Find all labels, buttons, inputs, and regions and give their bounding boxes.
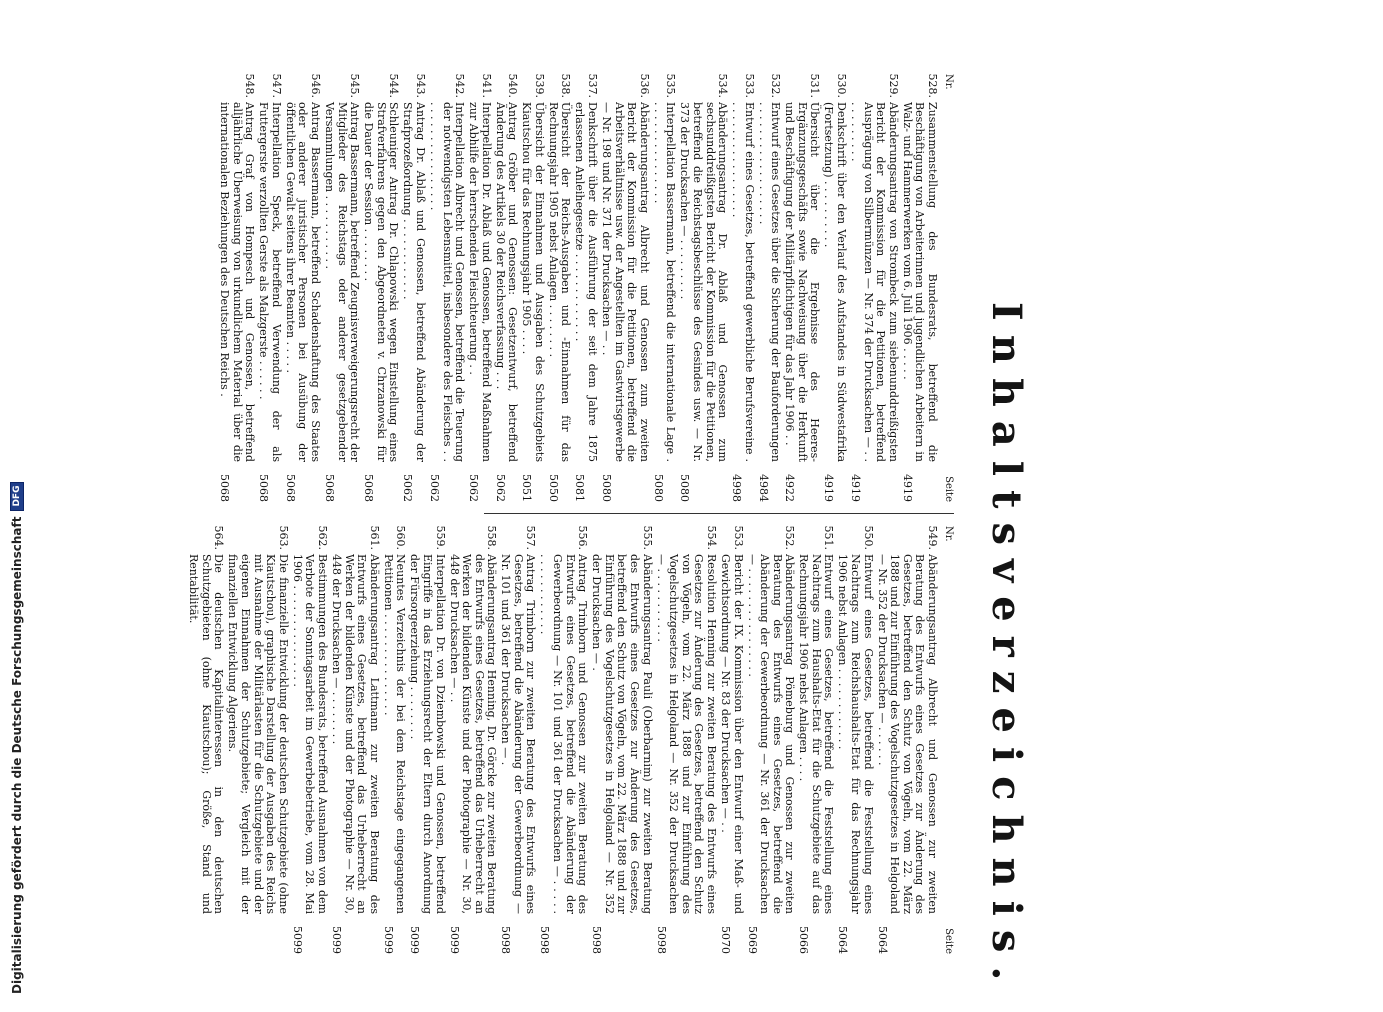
entry-number: 563. [276, 525, 290, 550]
toc-entry [226, 524, 289, 954]
entry-page: 4919 [822, 474, 836, 502]
entry-page: 5098 [590, 926, 604, 954]
toc-entry [573, 72, 598, 502]
toc-entry [797, 524, 835, 954]
toc-entry [408, 524, 446, 954]
entry-text: Abänderungsantrag Pauli (Oberbarnim) zur zweiten Beratung des Entwurfs eines Gesetzes zur Änderung des Gesetzes, betreffend den Schutz von Vögeln, vom 22. März 1888 und zur Einführung des Vogelschutzgesetzes in Helgoland — Nr. 352 der Drucksachen — . [590, 554, 654, 914]
entry-page: 4998 [730, 474, 744, 502]
entry-text: Antrag Bassermann, betreffend Schadenshaftung des Staates oder anderer juristischer Personen bei Ausübung der öffentlichen Gewalt seitens ihrer Beamten . . . . . [283, 102, 323, 462]
entry-page: 4919 [849, 474, 863, 502]
toc-entry [290, 524, 328, 954]
entry-number: 535. [664, 73, 678, 98]
toc-entry [427, 72, 465, 502]
entry-text: Antrag Graf von Hompesch und Genossen, betreffend alljährliche Überweisung von urkundlichem Material über die internationalen Beziehungen des Deutschen Reichs . [218, 102, 257, 462]
entry-text: Abänderungsantrag Pömeburg und Genossen zur zweiten Beratung des Entwurfs eines Gesetzes, betreffend die Abänderung der Gewerbeordnung — Nr. 361 der Drucksachen — . . . . . . . . . . . . . . . . [745, 554, 797, 914]
toc-entry [730, 72, 755, 502]
toc-entry [218, 72, 256, 502]
entry-text: Resolution Henning zur zweiten Beratung des Entwurfs eines Gesetzes zur Änderung des Gesetzes, betreffend den Schutz von Vögeln, vom 22. März 1888 und zur Einführung des Vogelschutzgesetzes in Helgoland — Nr. 352 der Drucksachen — . . . . . . . . . . . [654, 554, 718, 914]
toc-entry [836, 524, 874, 954]
entry-number: 539. [532, 73, 546, 98]
entry-number: 564. [212, 525, 226, 550]
entry-text: Neuntes Verzeichnis der bei dem Reichstage eingegangenen Petitionen . . . . . . . . . . . . . . . [381, 554, 408, 914]
toc-entry [401, 72, 426, 502]
entry-text: Entwurf eines Gesetzes, betreffend die Feststellung eines Nachtrags zum Reichshaushalts-Etat für das Rechnungsjahr 1906 nebst Anlagen . . . . . . . . . . . . [836, 554, 875, 914]
entry-number: 529. [886, 73, 900, 98]
entry-number: 547. [269, 73, 283, 98]
entry-text: Denkschrift über den Verlauf des Aufstandes in Südwestafrika (Fortsetzung) . . . . . . . . . . [822, 102, 849, 462]
entry-number: 548. [243, 73, 257, 98]
entry-page: 5064 [836, 926, 850, 954]
entry-page: 4919 [900, 474, 914, 502]
toc-entry [654, 524, 717, 954]
entry-page: 5069 [745, 926, 759, 954]
entry-text: Übersicht über die Ergebnisse des Heeres-Ergänzungsgeschäfts sowie Nachweisung über die Herkunft und Beschäftigung der Militärpflichtigen für das Jahr 1906 . . [783, 102, 822, 462]
toc-entry [678, 72, 728, 502]
entry-number: 543. [413, 73, 427, 98]
toc-entry [493, 72, 518, 502]
toc-entry [599, 72, 649, 502]
entry-page: 5068 [362, 474, 376, 502]
left-entry-list [218, 72, 938, 502]
entry-number: 554. [704, 525, 718, 550]
entry-number: 553. [731, 525, 745, 550]
toc-entry [875, 524, 938, 954]
entry-text: Entwurf eines Gesetzes über die Sicherung der Bauforderungen . . . . . . . . . . . . . . . . . . [756, 102, 783, 462]
entry-number: 533. [742, 73, 756, 98]
toc-entry [362, 72, 400, 502]
column-divider [484, 513, 954, 514]
entry-page: 5066 [797, 926, 811, 954]
entry-number: 549. [926, 525, 939, 550]
entry-page: 5050 [546, 474, 560, 502]
entry-text: Interpellation Albrecht und Genossen, betreffend die Teuerung der notwendigsten Lebensmittel, insbesondere des Fleisches . . . . . . . . . . . . . . . . . . [427, 102, 467, 462]
toc-entry [329, 524, 379, 954]
toc-entry [499, 524, 537, 954]
entry-number: 561. [367, 525, 381, 550]
entry-number: 558. [485, 525, 499, 550]
entry-page: 5098 [499, 926, 513, 954]
entry-text: Abänderungsantrag Lattmann zur zweiten Beratung des Entwurfs eines Gesetzes, betreffend das Urheberrecht an Werken der bildenden Künste und der Photographie — Nr. 30, 448 der Drucksachen — . . . . . . . . [330, 554, 381, 914]
nr-header: Nr. [943, 74, 954, 90]
entry-text: Abänderungsantrag von Strombeck zum siebenunddreißigsten Bericht der Kommission für die Petitionen, betreffend Ausprägung von Silbermünzen — Nr. 374 der Drucksachen — . . . . . . . . . . . [849, 102, 900, 462]
entry-text: Übersicht der Einnahmen und Ausgaben des Schutzgebiets Kiautschou für das Rechnungsjahr 1905 . . . . [520, 102, 546, 462]
entry-number: 536. [637, 73, 651, 98]
toc-entry [447, 524, 497, 954]
entry-number: 551. [822, 525, 836, 550]
entry-number: 531. [808, 73, 822, 98]
page-title: Inhaltsverzeichnis. [983, 302, 1030, 995]
entry-text: Interpellation Bassermann, betreffend die internationale Lage . . . . . . . . . . . . . . . . [651, 102, 678, 462]
document-page [150, 72, 1030, 1012]
right-column [185, 524, 954, 954]
dfg-logo: DFG [10, 482, 24, 511]
entry-text: Abänderungsantrag Albrecht und Genossen zum zweiten Bericht der Kommission für die Petitionen, betreffend die Arbeitsverhältnisse usw. der Angestellten im Gastwirtsgewerbe — Nr. 198 und Nr. 371 der Drucksachen — . . [600, 102, 651, 462]
entry-number: 542. [453, 73, 467, 98]
entry-page: 5062 [401, 474, 415, 502]
entry-text: Antrag Dr. Ablaß und Genossen, betreffend Abänderung der Strafprozeßordnung . . . . . . . . . . . . [401, 102, 427, 462]
right-entry-list [187, 524, 938, 954]
entry-text: Die deutschen Kapitalinteressen in den deutschen Schutzgebieten (ohne Kiautschou); Größe, Stand und Rentabilität. [187, 554, 226, 914]
left-column [216, 72, 954, 502]
toc-entry [651, 72, 676, 502]
toc-entry [520, 72, 545, 502]
entry-text: Bericht der IX. Kommission über den Entwurf einer Maß- und Gewichtsordnung — Nr. 83 der Drucksachen — . . [718, 554, 745, 914]
entry-text: Entwurf eines Gesetzes, betreffend gewerbliche Berufsvereine . . . . . . . . . . . . . . . . . . [730, 102, 756, 462]
entry-number: 550. [861, 525, 875, 550]
entry-text: Schleuniger Antrag Dr. Chlapowski wegen Einstellung eines Strafverfahrens gegen den Abgeordneten v. Chrzanowski für die Dauer der Session . . . . . . . . [362, 102, 401, 462]
toc-entry [546, 72, 571, 502]
entry-page: 5068 [283, 474, 297, 502]
entry-page: 5062 [467, 474, 481, 502]
entry-number: 545. [348, 73, 362, 98]
entry-page: 5098 [654, 926, 668, 954]
entry-number: 528. [926, 73, 939, 98]
entry-number: 537. [586, 73, 600, 98]
entry-page: 5099 [290, 926, 304, 954]
entry-text: Antrag Gröber und Genossen: Gesetzentwurf, betreffend Änderung des Artikels 30 der Reichsverfassung . . . [493, 102, 520, 462]
entry-page: 5080 [651, 474, 665, 502]
entry-number: 560. [394, 525, 408, 550]
toc-entry [187, 524, 225, 954]
entry-number: 557. [524, 525, 538, 550]
entry-page: 5068 [323, 474, 337, 502]
toc-entry [718, 524, 743, 954]
entry-text: Antrag Trimborn zur zweiten Beratung des Entwurfs eines Gesetzes, betreffend die Abänderung der Gewerbeordnung — Nr. 101 und 361 der Drucksachen — . [499, 554, 538, 914]
toc-entry [467, 72, 492, 502]
seite-header: Seite [943, 928, 954, 954]
entry-text: Übersicht der Reichs-Ausgaben und -Einnahmen für das Rechnungsjahr 1905 nebst Anlagen . . . . . . . . [546, 102, 573, 462]
entry-page: 5062 [427, 474, 441, 502]
toc-entry [381, 524, 406, 954]
toc-entry [322, 72, 360, 502]
entry-page: 5081 [573, 474, 587, 502]
entry-number: 559. [433, 525, 447, 550]
entry-text: Denkschrift über die Ausführung der seit dem Jahre 1875 erlassenen Anleihegesetze . . . . . . . . . . . . . [573, 102, 600, 462]
toc-entry [538, 524, 588, 954]
entry-text: Die finanzielle Entwicklung der deutschen Schutzgebiete (ohne Kiautschou), graphische Darstellung der Ausgaben des Reichs mit Ausnahme der Militärlasten für die Schutzgebiete und der eigenen Einnahmen der Schutzgebiete; Vergleich mit der finanziellen Entwicklung Algeriens. [226, 554, 290, 914]
right-column-header [940, 524, 954, 954]
entry-page: 4922 [783, 474, 797, 502]
entry-number: 534. [716, 73, 730, 98]
entry-page: 5080 [678, 474, 692, 502]
entry-text: Interpellation Speck, betreffend Verwendung der als Futtergerste verzollten Gerste als Malzgerste . . . . . . [257, 102, 283, 462]
entry-number: 541. [479, 73, 493, 98]
entry-text: Interpellation Dr. Ablaß und Genossen, betreffend Maßnahmen zur Abhilfe der herrschenden Fleischteuerung . . [467, 102, 493, 462]
entry-number: 556. [576, 525, 590, 550]
entry-number: 546. [309, 73, 323, 98]
entry-page: 5099 [408, 926, 422, 954]
entry-page: 5051 [520, 474, 534, 502]
entry-page: 5070 [718, 926, 732, 954]
toc-entry [590, 524, 653, 954]
toc-entry [783, 72, 821, 502]
entry-text: Abänderungsantrag Henning, Dr. Görcke zur zweiten Beratung des Entwurfs eines Gesetzes, betreffend das Urheberrecht an Werken der bildenden Künste und der Photographie — Nr. 30, 448 der Drucksachen — . . [447, 554, 499, 914]
entry-page: 4984 [756, 474, 770, 502]
entry-text: Bestimmungen des Bundesrats, betreffend Ausnahmen von dem Verbote der Sonntagsarbeit im Gewerbebetriebe, vom 28. Mai 1906 . . . . . . . . . . . . . . . [290, 554, 330, 914]
toc-entry [745, 524, 795, 954]
entry-page: 5068 [257, 474, 271, 502]
entry-text: Entwurf eines Gesetzes, betreffend die Feststellung eines Nachtrags zum Haushalts-Etat für die Schutzgebiete auf das Rechnungsjahr 1906 nebst Anlagen . . . . [797, 554, 836, 914]
toc-entry [283, 72, 321, 502]
seite-header: Seite [943, 476, 954, 502]
toc-entry [822, 72, 847, 502]
toc-entry [900, 72, 938, 502]
nr-header: Nr. [943, 526, 954, 542]
entry-page: 5068 [218, 474, 232, 502]
entry-number: 544. [387, 73, 401, 98]
entry-number: 532. [769, 73, 783, 98]
entry-page: 5099 [447, 926, 461, 954]
entry-number: 555. [640, 525, 654, 550]
entry-text: Interpellation Dr. von Dziembowski und Genossen, betreffend Eingriffe in das Erziehungsrecht der Eltern durch Anordnung der Fürsorgeerziehung . . . . . . . . [408, 554, 447, 914]
entry-page: 5098 [538, 926, 552, 954]
toc-entry [257, 72, 282, 502]
entry-page: 5080 [600, 474, 614, 502]
entry-text: Antrag Bassermann, betreffend Zeugnisverweigerungsrecht der Mitglieder des Reichstags oder anderer gesetzgebender Versammlungen . . . . . . . . . . . [323, 102, 362, 462]
entry-number: 538. [559, 73, 573, 98]
entry-number: 530. [835, 73, 849, 98]
toc-entry [756, 72, 781, 502]
entry-page: 5099 [381, 926, 395, 954]
entry-page: 5064 [875, 926, 889, 954]
entry-number: 552. [783, 525, 797, 550]
entry-text: Antrag Trimborn und Genossen zur zweiten Beratung des Entwurfs eines Gesetzes, betreffend die Abänderung der Gewerbeordnung — Nr. 101 und 361 der Drucksachen — . . . . . . . . . . . . . . . . . [538, 554, 590, 914]
entry-text: Abänderungsantrag Dr. Ablaß und Genossen zum sechsunddreißigsten Bericht der Kommission für die Petitionen, betreffend die Reichstagsbeschlüsse des Gesindes usw. — Nr. 373 der Drucksachen — . . . . . . . . . [678, 102, 730, 462]
entry-page: 5099 [330, 926, 343, 954]
entry-page: 5062 [493, 474, 507, 502]
digitization-footer [6, 0, 28, 1000]
entry-number: 562. [316, 525, 330, 550]
entry-text: Zusammenstellung des Bundesrats, betreffend die Beschäftigung von Arbeiterinnen und jugendlichen Arbeitern in Walz- und Hammerwerken vom 6. Juli 1906 . . . . . [900, 102, 939, 462]
entry-text: Abänderungsantrag Albrecht und Genossen zur zweiten Beratung des Entwurfs eines Gesetzes zur Änderung des Gesetzes, betreffend den Schutz von Vögeln, vom 22. März 1888 und zur Einführung des Vogelschutzgesetzes in Helgoland — Nr. 352 der Drucksachen — . . . . . . [875, 554, 939, 914]
left-column-header [940, 72, 954, 502]
footer-text: Digitalisierung gefördert durch die Deutsche Forschungsgemeinschaft [10, 516, 24, 994]
toc-entry [848, 72, 898, 502]
entry-number: 540. [506, 73, 520, 98]
